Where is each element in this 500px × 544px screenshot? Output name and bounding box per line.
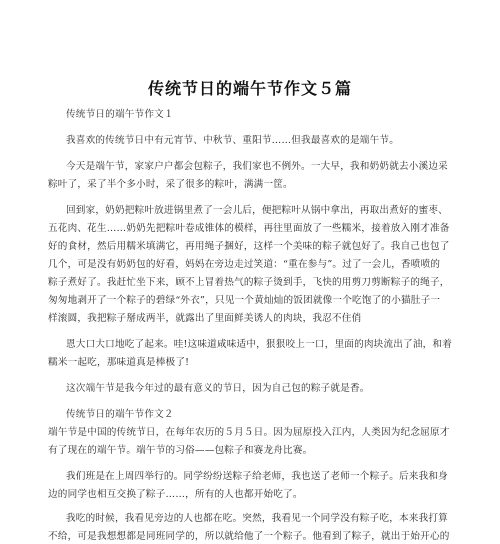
paragraph-line: 五花肉、花生……奶奶先把粽叶卷成锥体的模样，再往里面放了一些糯米，接着放入刚才准备: [48, 223, 450, 234]
paragraph-line: 今天是端午节，家家户户都会包粽子，我们家也不例外。一大早，我和奶奶就去小溪边采: [66, 161, 448, 172]
paragraph-line: 匆匆地剥开了一个粽子的碧绿“外衣”，只见一个黄灿灿的饭团就像一个吃饱了的小猫肚子一: [48, 295, 441, 306]
paragraph-line: 粽叶了，采了半个多小时，采了很多的粽叶，满满一筐。: [48, 179, 293, 190]
paragraph-line: 有了现在的端午节。端午节的习俗——包粽子和赛龙舟比赛。: [48, 445, 313, 456]
paragraph-line: 边的同学也相互交换了粽子……，所有的人也都开始吃了。: [48, 489, 303, 500]
paragraph-line: 恩大口大口地吃了起来。哇!这味道咸味适中，狠狠咬上一口，里面的肉块流出了油，和着: [66, 339, 453, 350]
paragraph-line: 我喜欢的传统节日中有元宵节、中秋节、重阳节……但我最喜欢的是端午节。: [66, 135, 399, 146]
paragraph-line: 粽子煮好了。我赶忙坐下来，顾不上冒着热气的粽子烫到手，飞快的用剪刀剪断粽子的绳子，: [48, 277, 450, 288]
paragraph-line: 我吃的时候，我看见旁边的人也都在吃。突然，我看见一个同学没有粽子吃，本来我打算: [66, 513, 448, 524]
paragraph-line: 样滚圆，我把粽子掰成两半，就露出了里面鲜美诱人的肉块，我忍不住俏: [48, 313, 362, 324]
section-heading-2: 传统节日的端午节作文２: [66, 409, 174, 420]
paragraph-line: 这次端午节是我今年过的最有意义的节日，因为自己包的粽子就是香。: [66, 383, 370, 394]
paragraph-line: 好的食材，然后用糯米填满它，再用绳子捆好，这样一个美味的粽子就包好了。我自己也包了: [48, 241, 450, 252]
paragraph-line: 几个，可是没有奶奶包的好看，妈妈在旁边走过笑道：“重在参与”。过了一会儿，香喷喷的: [48, 259, 441, 270]
paragraph-line: 我们班是在上周四举行的。同学纷纷送粽子给老师，我也送了老师一个粽子。后来我和身: [66, 471, 448, 482]
section-heading-1: 传统节日的端午节作文１: [66, 109, 174, 120]
paragraph-line: 不给，可是我想想都是同班同学的，所以就给他了一个粽子。他看到了粽子，就出于始开心的: [48, 531, 450, 542]
paragraph-line: 糯米一起吃，那味道真是棒极了!: [48, 357, 190, 368]
paragraph-line: 端午节是中国的传统节日，在每年农历的５月５日。因为屈原投入江内，人类因为纪念屈原才: [48, 427, 450, 438]
paragraph-line: 回到家，奶奶把粽叶放进锅里煮了一会儿后，便把粽叶从锅中拿出，再取出煮好的蜜枣、: [66, 205, 448, 216]
document-title: 传统节日的端午节作文５篇: [147, 79, 352, 98]
